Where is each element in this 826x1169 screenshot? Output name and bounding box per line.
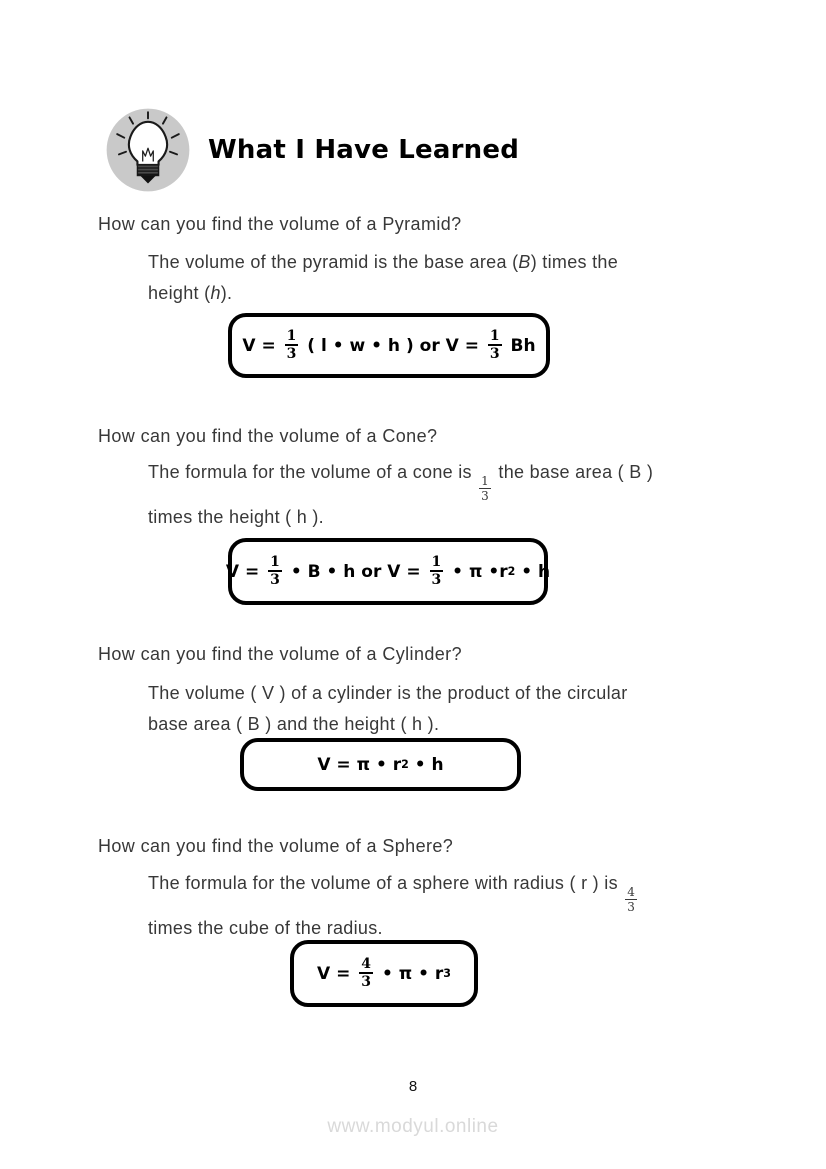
text-run: the base area ( B ) (493, 462, 654, 482)
fraction-one-third: $\frac{1}{3}$ (270, 553, 280, 588)
formula-run: Bh (504, 335, 536, 356)
text-run: The formula for the volume of a cone is (148, 462, 478, 482)
question-cone: How can you find the volume of a Cone? (98, 426, 438, 446)
formula-box-cylinder: V = π • r 2 • h (240, 738, 521, 791)
question-sphere: How can you find the volume of a Sphere? (98, 836, 454, 856)
fraction-one-third: $\frac{1}{3}$ (286, 327, 297, 362)
formula-run: • π •r (446, 561, 508, 582)
fraction-one-third: $\frac{1}{3}$ (489, 327, 500, 362)
page-title: What I Have Learned (208, 135, 520, 165)
text-run: height ( (148, 283, 211, 303)
explanation-pyramid (148, 247, 708, 309)
formula-box-cone: V = $\frac{1}{3}$ • B • h or V = $\frac{1}{3}$ • π •r 2 • h (228, 538, 548, 605)
text-run: base area ( B ) and the height ( h ). (148, 714, 440, 734)
formula-run: V = (317, 963, 357, 984)
formula-box-sphere: V = $\frac{4}{3}$ • π • r 3 (290, 940, 478, 1007)
formula-run: • B • h or V = (284, 561, 427, 582)
text-run: ). (220, 283, 233, 303)
variable-B: B (518, 252, 531, 272)
formula-run: • h (515, 561, 551, 582)
formula-run: ( l • w • h ) or V = (301, 335, 485, 356)
lightbulb-icon (104, 106, 192, 194)
fraction-one-third: $\frac{1}{3}$ (481, 474, 490, 503)
explanation-sphere (148, 868, 738, 944)
text-run: times the height ( h ). (148, 507, 324, 527)
text-run: The formula for the volume of a sphere with radius ( r ) is (148, 873, 624, 893)
formula-box-pyramid (228, 313, 550, 378)
text-run: The volume of the pyramid is the base area ( (148, 252, 519, 272)
header (104, 106, 519, 194)
explanation-cone (148, 457, 728, 533)
formula-run: V = (242, 335, 282, 356)
page-number: 8 (408, 1078, 418, 1095)
fraction-four-thirds: $\frac{4}{3}$ (627, 885, 636, 914)
text-run: times the cube of the radius. (148, 918, 383, 938)
formula-run: • π • r (376, 963, 444, 984)
text-run: ) times the (530, 252, 619, 272)
formula-run: • h (408, 754, 444, 775)
variable-h: h (210, 283, 221, 303)
fraction-one-third: $\frac{1}{3}$ (431, 553, 442, 588)
question-pyramid: How can you find the volume of a Pyramid? (98, 214, 462, 234)
watermark: www.modyul.online (327, 1116, 499, 1137)
explanation-cylinder (148, 678, 713, 740)
formula-run: V = π • r (317, 754, 402, 775)
fraction-four-thirds: $\frac{4}{3}$ (361, 955, 372, 990)
text-run: The volume ( V ) of a cylinder is the product of the circular (148, 683, 628, 703)
question-cylinder: How can you find the volume of a Cylinder? (98, 644, 462, 664)
formula-run: V = (225, 561, 266, 582)
